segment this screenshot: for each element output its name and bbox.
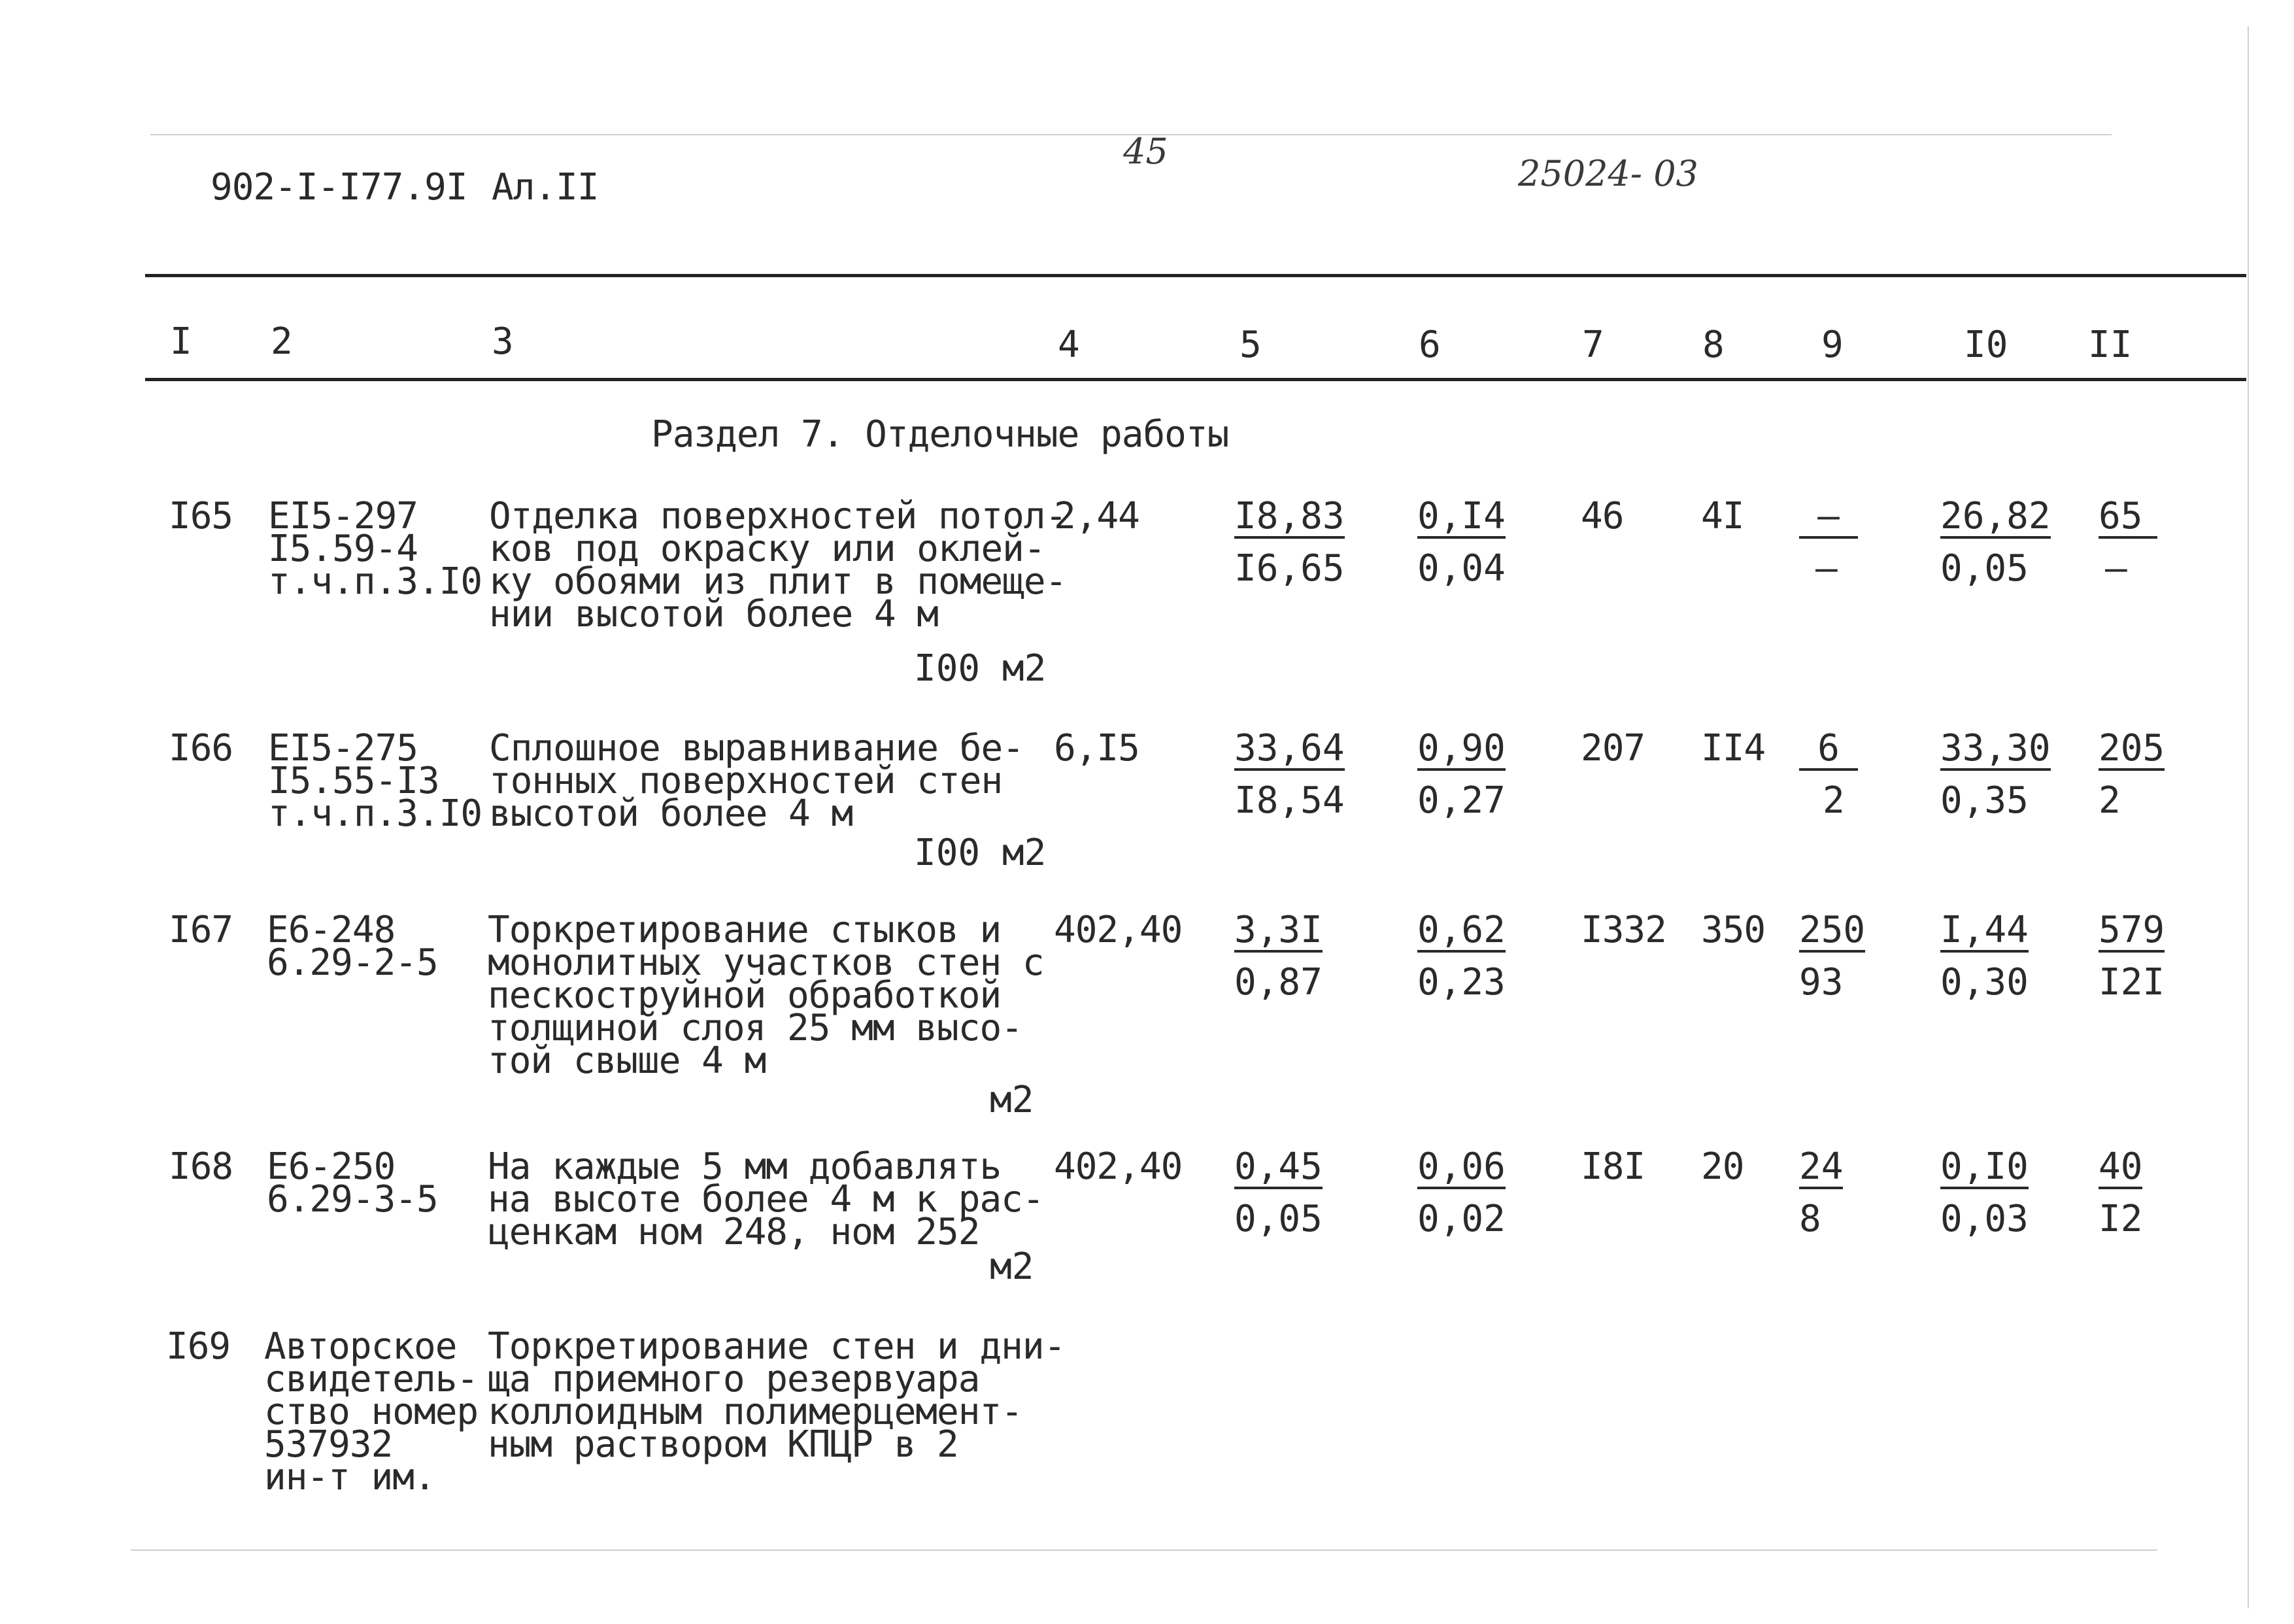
work-description-line: ным раствором КПЦР в 2 <box>488 1423 958 1466</box>
col11-numerator: 205 <box>2099 727 2165 770</box>
work-description-line: на высоте более 4 м к рас- <box>488 1178 1044 1221</box>
work-description-line: ков под окраску или оклей- <box>489 528 1045 570</box>
col8-value: 20 <box>1701 1145 1744 1188</box>
col7-value: I8I <box>1581 1145 1645 1188</box>
col11-fraction <box>2099 495 2197 590</box>
rate-code-line: т.ч.п.3.I0 <box>268 792 482 835</box>
work-description-line: пескоструйной обработкой <box>488 974 1002 1017</box>
col-header-3: 3 <box>492 320 514 363</box>
col-header-11: II <box>2088 324 2133 366</box>
col10-fraction <box>1940 909 2038 1004</box>
rate-code-line: 6.29-3-5 <box>267 1178 438 1221</box>
col-header-8: 8 <box>1702 324 1725 366</box>
col11-fraction <box>2099 909 2197 1004</box>
album-label: Ал.II <box>492 166 599 209</box>
header-rule <box>145 378 2246 381</box>
work-description-line: нии высотой более 4 м <box>489 593 939 635</box>
col5-fraction <box>1234 727 1345 822</box>
row-number: I67 <box>169 909 233 951</box>
col10-denominator: 0,30 <box>1940 961 2029 1004</box>
col11-numerator: 40 <box>2099 1145 2143 1188</box>
work-description-line: монолитных участков стен с <box>488 941 1044 984</box>
col5-numerator: 0,45 <box>1234 1145 1323 1188</box>
rate-code-line: т.ч.п.3.I0 <box>268 560 482 603</box>
col10-denominator: 0,05 <box>1940 547 2029 590</box>
work-description-line: толщиной слоя 25 мм высо- <box>488 1007 1022 1049</box>
col6-fraction <box>1417 909 1515 1004</box>
col-header-10: I0 <box>1964 324 2008 366</box>
col10-fraction <box>1940 1145 2038 1240</box>
col6-numerator: 0,06 <box>1417 1145 1506 1188</box>
col5-fraction <box>1234 495 1345 590</box>
col10-fraction <box>1940 495 2051 590</box>
rate-code-line: Авторское <box>264 1325 457 1368</box>
col7-value: I332 <box>1581 909 1666 951</box>
col9-fraction <box>1799 495 1897 590</box>
col11-denominator: I2I <box>2099 961 2165 1004</box>
col11-denominator: I2 <box>2099 1198 2143 1240</box>
col-header-9: 9 <box>1821 324 1844 366</box>
row-number: I69 <box>166 1325 231 1368</box>
col7-value: 46 <box>1581 495 1624 537</box>
col-header-7: 7 <box>1582 324 1604 366</box>
quantity: 402,40 <box>1054 909 1183 951</box>
rate-code-line: EI5-297 <box>268 495 418 537</box>
col-header-6: 6 <box>1419 324 1441 366</box>
col6-fraction <box>1417 1145 1515 1240</box>
work-description-line: коллоидным полимерцемент- <box>488 1391 1022 1433</box>
col5-numerator: 3,3I <box>1234 909 1323 951</box>
quantity: 402,40 <box>1054 1145 1183 1188</box>
col11-denominator: 2 <box>2099 779 2121 822</box>
unit-of-measure: I00 м2 <box>914 832 1047 874</box>
col5-fraction <box>1234 909 1332 1004</box>
page-number: 45 <box>1123 131 1168 172</box>
col7-value: 207 <box>1581 727 1645 770</box>
col-header-1: I <box>170 320 192 363</box>
rate-code-line: I5.55-I3 <box>268 760 439 802</box>
work-description-line: ща приемного резервуара <box>488 1358 980 1400</box>
unit-of-measure: I00 м2 <box>914 647 1047 690</box>
col5-denominator: I8,54 <box>1234 779 1345 822</box>
col9-denominator: 2 <box>1823 779 1845 822</box>
col9-numerator: 250 <box>1799 909 1866 951</box>
col6-numerator: 0,90 <box>1417 727 1506 770</box>
col8-value: II4 <box>1701 727 1766 770</box>
col6-fraction <box>1417 495 1515 590</box>
col9-fraction <box>1799 909 1897 1004</box>
col9-denominator: 8 <box>1799 1198 1821 1240</box>
row-number: I68 <box>169 1145 233 1188</box>
rate-code-line: ство номер <box>264 1391 479 1433</box>
work-description-line: той свыше 4 м <box>488 1040 766 1082</box>
col10-fraction <box>1940 727 2051 822</box>
col11-fraction <box>2099 1145 2197 1240</box>
col-header-2: 2 <box>271 320 293 363</box>
rate-code-line: EI5-275 <box>268 727 418 770</box>
work-description-line: ценкам ном 248, ном 252 <box>488 1211 980 1253</box>
work-description-line: ку обоями из плит в помеще- <box>489 560 1067 603</box>
col6-denominator: 0,04 <box>1417 547 1506 590</box>
col6-numerator: 0,I4 <box>1417 495 1506 537</box>
col5-numerator: I8,83 <box>1234 495 1345 537</box>
col5-denominator: 0,87 <box>1234 961 1323 1004</box>
col5-fraction <box>1234 1145 1332 1240</box>
col9-numerator: 24 <box>1799 1145 1844 1188</box>
reference-number: 25024- 03 <box>1518 153 1698 194</box>
col6-fraction <box>1417 727 1515 822</box>
col10-numerator: 0,I0 <box>1940 1145 2029 1188</box>
work-description-line: Торкретирование стыков и <box>488 909 1002 951</box>
col6-denominator: 0,02 <box>1417 1198 1506 1240</box>
quantity: 2,44 <box>1054 495 1139 537</box>
work-description-line: Отделка поверхностей потол- <box>489 495 1067 537</box>
rate-code-line: 6.29-2-5 <box>267 941 438 984</box>
col10-numerator: 26,82 <box>1940 495 2051 537</box>
col9-numerator: 6 <box>1799 730 1858 771</box>
col9-fraction <box>1799 1145 1897 1240</box>
rate-code-line: 537932 <box>264 1423 393 1466</box>
rate-code-line: E6-250 <box>267 1145 396 1188</box>
rate-code-line: ин-т им. <box>264 1456 435 1498</box>
col9-fraction <box>1799 727 1897 822</box>
col9-denominator: 93 <box>1799 961 1844 1004</box>
col6-denominator: 0,27 <box>1417 779 1506 822</box>
col6-numerator: 0,62 <box>1417 909 1506 951</box>
work-description-line: высотой более 4 м <box>489 792 853 835</box>
col11-denominator: – <box>2105 547 2127 590</box>
top-rule <box>145 274 2246 277</box>
work-description-line: Торкретирование стен и дни- <box>488 1325 1066 1368</box>
col10-denominator: 0,35 <box>1940 779 2029 822</box>
scan-edge-bottom <box>131 1549 2157 1551</box>
col11-numerator: 579 <box>2099 909 2165 951</box>
unit-of-measure: м2 <box>990 1245 1034 1288</box>
col-header-4: 4 <box>1058 324 1080 366</box>
col11-numerator: 65 <box>2099 498 2157 539</box>
work-description-line: тонных поверхностей стен <box>489 760 1003 802</box>
unit-of-measure: м2 <box>990 1079 1034 1121</box>
col8-value: 4I <box>1701 495 1744 537</box>
work-description-line: На каждые 5 мм добавлять <box>488 1145 1002 1188</box>
section-title: Раздел 7. Отделочные работы <box>651 413 1229 456</box>
col10-denominator: 0,03 <box>1940 1198 2029 1240</box>
col9-denominator: – <box>1815 547 1838 590</box>
col8-value: 350 <box>1701 909 1766 951</box>
col5-denominator: 0,05 <box>1234 1198 1323 1240</box>
doc-code: 902-I-I77.9I <box>211 166 467 209</box>
quantity: 6,I5 <box>1054 727 1139 770</box>
row-number: I66 <box>169 727 233 770</box>
col10-numerator: I,44 <box>1940 909 2029 951</box>
col11-fraction <box>2099 727 2197 822</box>
scan-edge-right <box>2248 26 2249 1608</box>
col5-denominator: I6,65 <box>1234 547 1345 590</box>
work-description-line: Сплошное выравнивание бе- <box>489 727 1024 770</box>
rate-code-line: E6-248 <box>267 909 396 951</box>
col-header-5: 5 <box>1240 324 1262 366</box>
col5-numerator: 33,64 <box>1234 727 1345 770</box>
col9-numerator: – <box>1799 498 1858 539</box>
rate-code-line: I5.59-4 <box>268 528 418 570</box>
row-number: I65 <box>169 495 233 537</box>
col6-denominator: 0,23 <box>1417 961 1506 1004</box>
rate-code-line: свидетель- <box>264 1358 479 1400</box>
col10-numerator: 33,30 <box>1940 727 2051 770</box>
